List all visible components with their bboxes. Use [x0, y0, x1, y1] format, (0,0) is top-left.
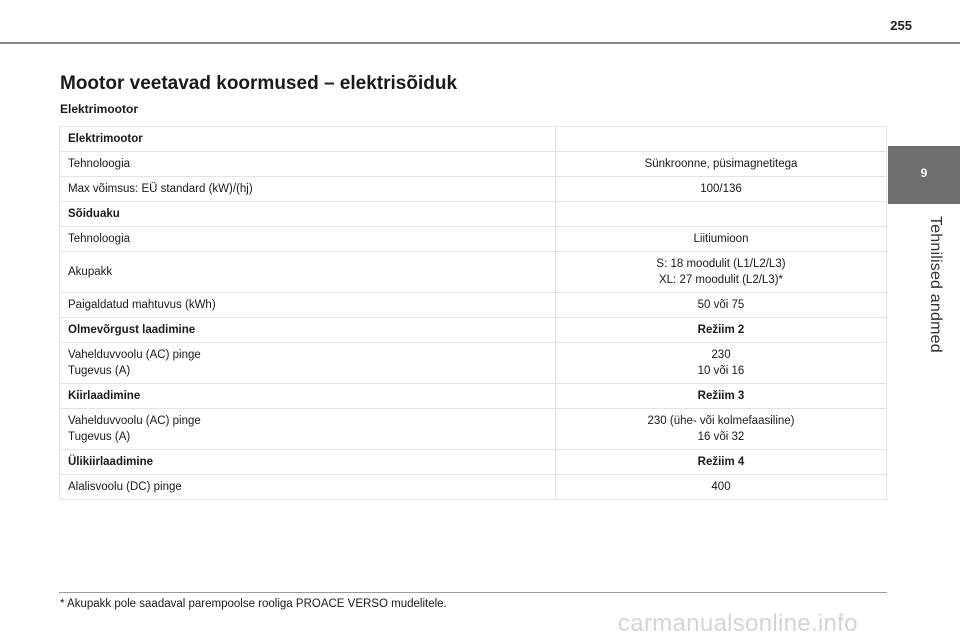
header-divider: [0, 42, 960, 44]
table-cell-value: [556, 252, 887, 293]
table-row: [60, 252, 887, 293]
table-row: [60, 475, 887, 500]
table-cell-label: Akupakk: [60, 252, 556, 293]
footnote-divider: [59, 592, 887, 593]
section-subtitle: Elektrimootor: [60, 102, 139, 116]
table-cell-value: Liitiumioon: [556, 227, 887, 252]
table-cell-value: Režiim 4: [556, 450, 887, 475]
table-cell-line: S: 18 moodulit (L1/L2/L3): [656, 258, 786, 270]
table-cell-line: 230 (ühe- või kolmefaasiline): [647, 415, 795, 427]
table-cell-label: Ülikiirlaadimine: [60, 450, 556, 475]
table-cell-value: [556, 202, 887, 227]
table-cell-line: Vahelduvvoolu (AC) pinge: [68, 349, 201, 361]
table-cell-line: 10 või 16: [697, 365, 745, 377]
table-row: [60, 152, 887, 177]
table-cell-line: 230: [711, 349, 731, 361]
chapter-title-vertical: [884, 216, 944, 356]
table-row: [60, 227, 887, 252]
chapter-title-text: Tehnilised andmed: [927, 216, 944, 353]
table-row: [60, 343, 887, 384]
table-cell-value: Sünkroonne, püsimagnetitega: [556, 152, 887, 177]
table-cell-value: 100/136: [556, 177, 887, 202]
table-cell-line: Tugevus (A): [68, 431, 131, 443]
table-cell-line: Tugevus (A): [68, 365, 131, 377]
table-section-row: [60, 384, 887, 409]
table-cell-value: 50 või 75: [556, 293, 887, 318]
table-row: [60, 409, 887, 450]
table-cell-value: 400: [556, 475, 887, 500]
footnote: * Akupakk pole saadaval parempoolse rooliga PROACE VERSO mudelitele.: [60, 598, 447, 610]
table-row: [60, 293, 887, 318]
table-cell-label: [60, 409, 556, 450]
page-title: Mootor veetavad koormused – elektrisõiduk: [60, 73, 458, 94]
table-section-row: [60, 127, 887, 152]
table-section-row: [60, 450, 887, 475]
table-cell-value: Režiim 2: [556, 318, 887, 343]
spec-table: [59, 126, 887, 500]
table-cell-label: Kiirlaadimine: [60, 384, 556, 409]
table-cell-line: Vahelduvvoolu (AC) pinge: [68, 415, 201, 427]
table-row: [60, 177, 887, 202]
table-cell-value: [556, 343, 887, 384]
table-cell-label: Tehnoloogia: [60, 152, 556, 177]
table-cell-line: XL: 27 moodulit (L2/L3)*: [658, 274, 784, 286]
table-cell-value: Režiim 3: [556, 384, 887, 409]
table-cell-label: Paigaldatud mahtuvus (kWh): [60, 293, 556, 318]
table-cell-label: Alalisvoolu (DC) pinge: [60, 475, 556, 500]
table-cell-label: [60, 343, 556, 384]
table-section-row: [60, 202, 887, 227]
table-cell-label: Olmevõrgust laadimine: [60, 318, 556, 343]
watermark: carmanualsonline.info: [618, 610, 858, 637]
table-cell-label: Sõiduaku: [60, 202, 556, 227]
table-cell-label: Max võimsus: EÜ standard (kW)/(hj): [60, 177, 556, 202]
table-cell-line: 16 või 32: [697, 431, 745, 443]
table-cell-value: [556, 409, 887, 450]
table-cell-label: Tehnoloogia: [60, 227, 556, 252]
page-number: 255: [890, 18, 912, 33]
chapter-tab-number: 9: [920, 166, 928, 180]
table-cell-value: [556, 127, 887, 152]
table-cell-label: Elektrimootor: [60, 127, 556, 152]
table-section-row: [60, 318, 887, 343]
